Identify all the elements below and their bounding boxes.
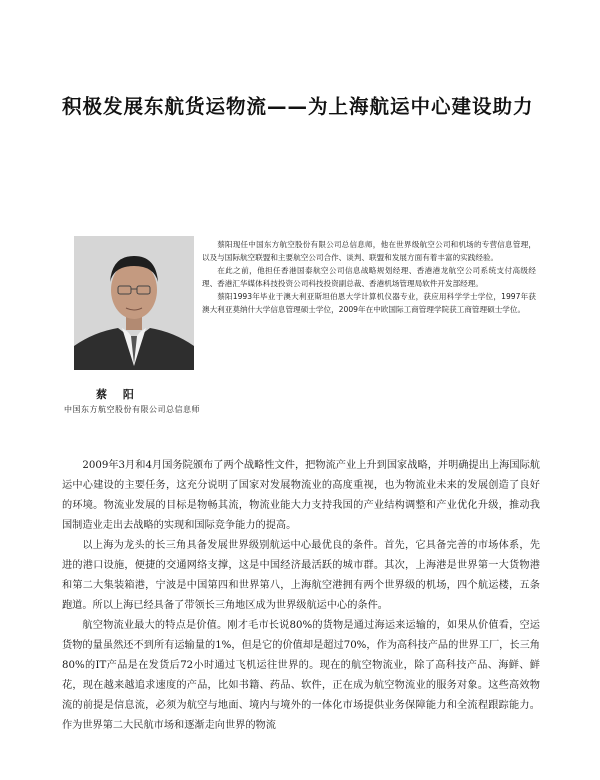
body-paragraph: 2009年3月和4月国务院颁布了两个战略性文件，把物流产业上升到国家战略，并明确提出上海国际航运中心建设的主要任务，这充分说明了国家对发展物流业的高度重视，也为物流业未来的发展创造了良好的环境。物流业发展的目标是物畅其流，物流业能大力支持我国的产业结构调整和产业优化升级，推动我国制造业走出去战略的实现和国际竞争能力的提高。 xyxy=(62,460,540,531)
author-position: 中国东方航空股份有限公司总信息师 xyxy=(64,405,200,414)
bio-paragraph: 蔡阳1993年毕业于澳大利亚斯坦伯恩大学计算机仪器专业，获应用科学学士学位，1997年获澳大利亚莫纳什大学信息管理硕士学位，2009年在中欧国际工商管理学院获工商管理硕士学位。 xyxy=(202,292,536,314)
body-paragraph: 航空物流业最大的特点是价值。刚才毛市长说80%的货物是通过海运来运输的，如果从价值看，空运货物的量虽然还不到所有运输量的1%，但是它的价值却是超过70%，作为高科技产品的世界工厂，长三角80%的IT产品是在发货后72小时通过飞机运往世界的。现在的航空物流业，除了高科技产品、海鲜、鲜花，现在越来越追求速度的产品，比如书籍、药品、软件，正在成为航空物流业的服务对象。这些高效物流的前提是信息流，必须为航空与地面、境内与境外的一体化市场提供业务保障能力和全流程跟踪能力。作为世界第二大民航市场和逐渐走向世界的物流 xyxy=(62,620,540,731)
article-title: 积极发展东航货运物流——为上海航运中心建设助力 xyxy=(62,95,534,119)
author-photo xyxy=(74,236,194,370)
article-body xyxy=(62,456,540,736)
author-portrait-image xyxy=(74,236,194,370)
author-bio xyxy=(202,238,536,316)
bio-paragraph: 在此之前，他担任香港国泰航空公司信息战略规划经理、香港港龙航空公司系统支付高级经理、香港汇华媒体科技投资公司科技投资副总裁、香港机场管理局软件开发部经理。 xyxy=(202,266,536,288)
bio-paragraph: 蔡阳现任中国东方航空股份有限公司总信息师，他在世界级航空公司和机场的专营信息管理，以及与国际航空联盟和主要航空公司合作、谈判、联盟和发展方面有着丰富的实践经验。 xyxy=(202,240,536,262)
author-name: 蔡 阳 xyxy=(96,388,140,401)
body-paragraph: 以上海为龙头的长三角具备发展世界级别航运中心最优良的条件。首先，它具备完善的市场体系，先进的港口设施，便捷的交通网络支撑，这是中国经济最活跃的城市群。其次，上海港是世界第一大货物港和第二大集装箱港，宁波是中国第四和世界第八，上海航空港拥有两个世界级的机场，四个航运楼，五条跑道。所以上海已经具备了带领长三角地区成为世界级航运中心的条件。 xyxy=(62,540,540,611)
